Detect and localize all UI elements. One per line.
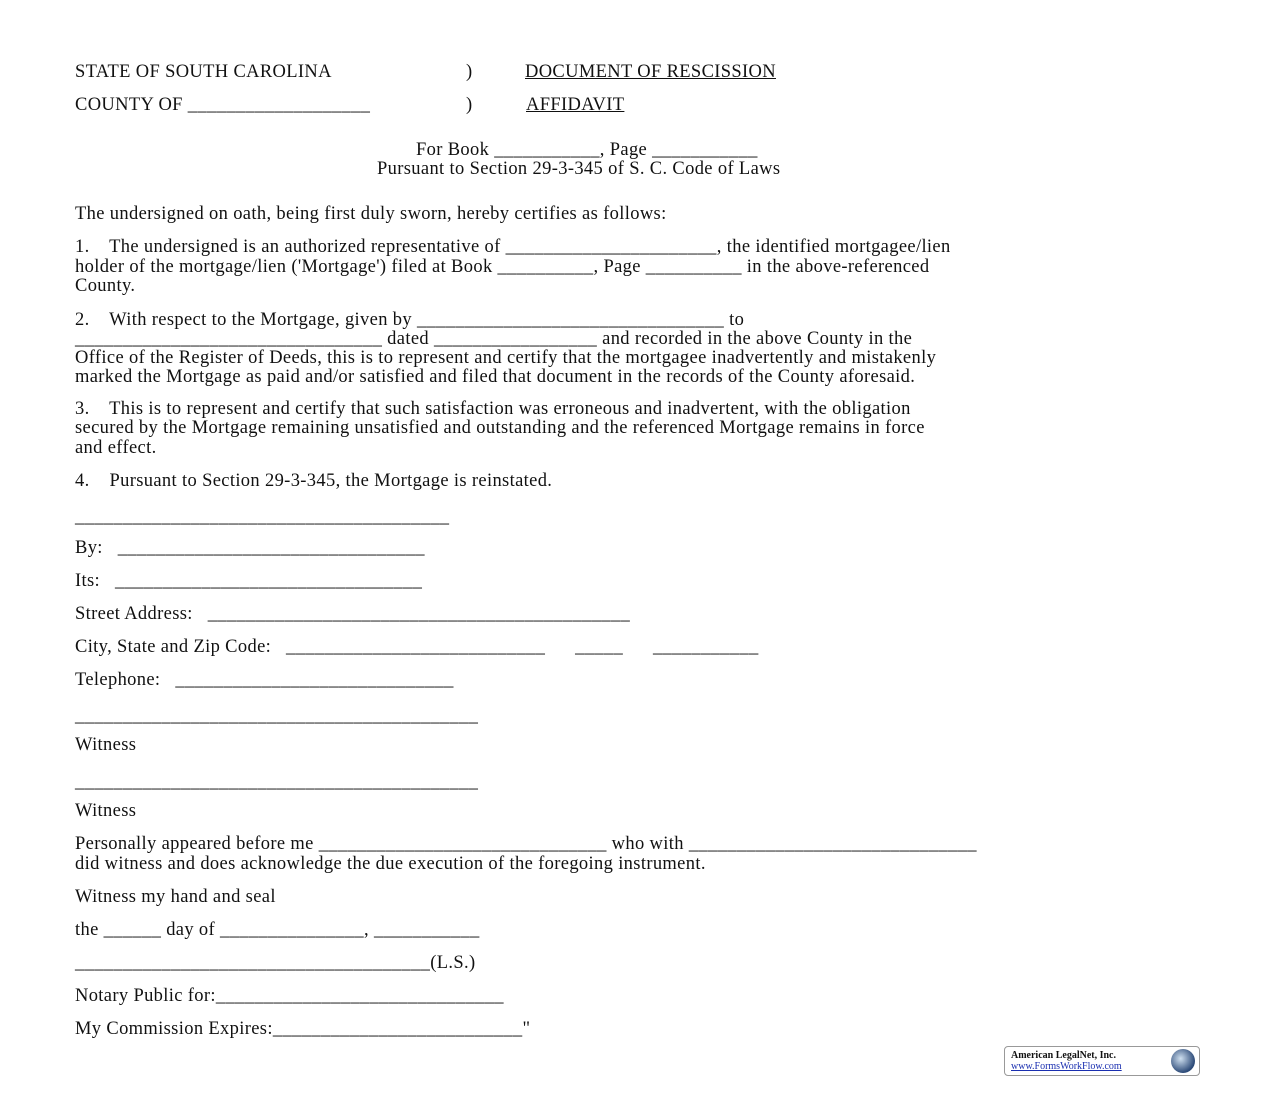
notary-appeared: did witness and does acknowledge the due execution of the foregoing instrument. — [75, 854, 706, 874]
logo-company: American LegalNet, Inc. — [1011, 1050, 1116, 1061]
its-field: Its: ________________________________ — [75, 571, 423, 591]
city-state-zip-field: City, State and Zip Code: ___________________________ _____ ___________ — [75, 637, 759, 657]
paragraph-1: 1. The undersigned is an authorized representative of ______________________, the identified mortgagee/lien — [75, 237, 951, 257]
witness-hand-seal: Witness my hand and seal — [75, 887, 276, 907]
paragraph-2: ________________________________ dated _________________ and recorded in the above County in the — [75, 329, 913, 349]
date-field: the ______ day of _______________, ___________ — [75, 920, 480, 940]
witness-label: Witness — [75, 801, 137, 821]
paragraph-4: 4. Pursuant to Section 29-3-345, the Mortgage is reinstated. — [75, 471, 553, 491]
notary-appeared: Personally appeared before me ______________________________ who with ______________________________ — [75, 834, 977, 854]
by-field: By: ________________________________ — [75, 538, 425, 558]
notary-signature-line: _____________________________________(L.S.) — [75, 953, 476, 973]
street-address-field: Street Address: ____________________________________________ — [75, 604, 631, 624]
intro-text: The undersigned on oath, being first duly sworn, hereby certifies as follows: — [75, 204, 667, 224]
globe-icon — [1171, 1049, 1195, 1073]
paragraph-1: County. — [75, 276, 136, 296]
paragraph-3: secured by the Mortgage remaining unsatisfied and outstanding and the referenced Mortgage remains in force — [75, 418, 925, 438]
telephone-field: Telephone: _____________________________ — [75, 670, 454, 690]
american-legalnet-logo[interactable] — [1004, 1046, 1200, 1076]
signature-line: _______________________________________ — [75, 507, 450, 527]
document-subtitle: AFFIDAVIT — [526, 95, 625, 115]
witness-label: Witness — [75, 735, 137, 755]
paragraph-2: 2. With respect to the Mortgage, given by ________________________________ to — [75, 310, 745, 330]
bracket: ) — [466, 62, 473, 82]
paragraph-2: marked the Mortgage as paid and/or satisfied and filed that document in the records of the County aforesaid. — [75, 367, 916, 387]
paragraph-1: holder of the mortgage/lien ('Mortgage') filed at Book __________, Page __________ in the above-referenced — [75, 257, 930, 277]
paragraph-3: 3. This is to represent and certify that such satisfaction was erroneous and inadvertent, with the obligation — [75, 399, 911, 419]
state-label: STATE OF SOUTH CAROLINA — [75, 62, 332, 82]
paragraph-3: and effect. — [75, 438, 157, 458]
section-line: Pursuant to Section 29-3-345 of S. C. Code of Laws — [377, 159, 781, 179]
commission-expires: My Commission Expires:__________________________" — [75, 1019, 531, 1039]
county-field: COUNTY OF ___________________ — [75, 95, 371, 115]
book-page-line: For Book ___________, Page ___________ — [416, 140, 758, 160]
bracket: ) — [466, 95, 473, 115]
witness-line: __________________________________________ — [75, 772, 479, 792]
paragraph-2: Office of the Register of Deeds, this is to represent and certify that the mortgagee inadvertently and mistakenly — [75, 348, 937, 368]
document-title: DOCUMENT OF RESCISSION — [525, 62, 776, 82]
witness-line: __________________________________________ — [75, 706, 479, 726]
logo-url-link[interactable]: www.FormsWorkFlow.com — [1011, 1061, 1122, 1072]
notary-public-for: Notary Public for:______________________________ — [75, 986, 504, 1006]
